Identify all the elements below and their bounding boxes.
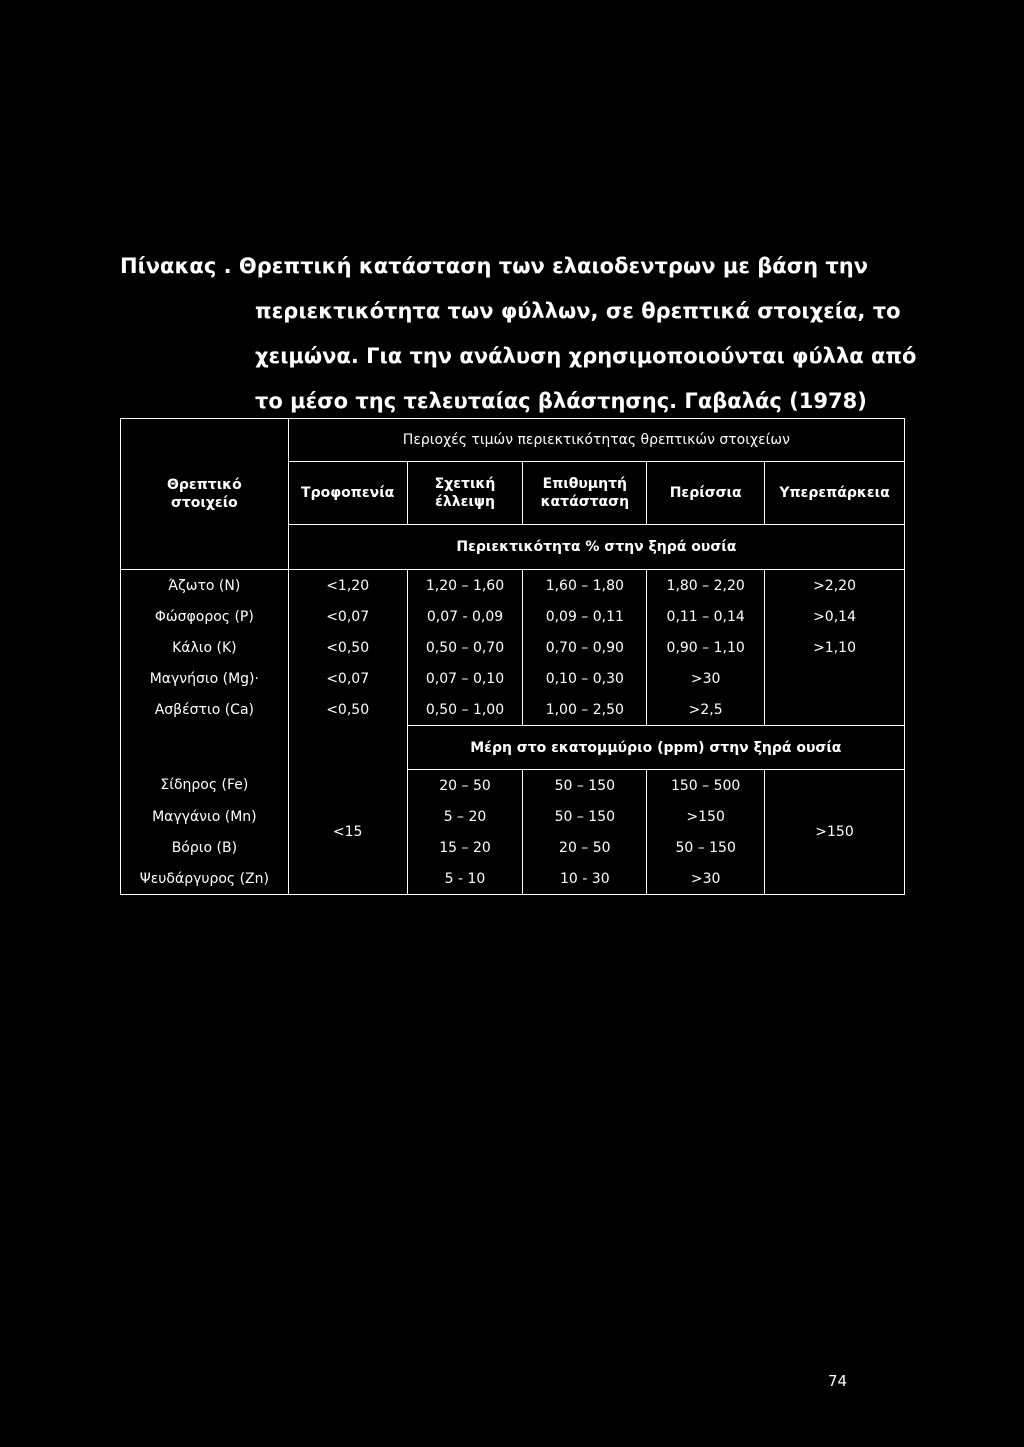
value-cell: >1,10	[765, 632, 905, 663]
value-cell: 20 – 50	[523, 832, 647, 863]
value-cell: >2,5	[647, 694, 765, 726]
value-cell: >2,20	[765, 570, 905, 602]
column-header-relative-shortage-l1: Σχετική	[434, 476, 496, 492]
element-name: Ψευδάργυρος (Zn)	[121, 863, 289, 895]
spacer-cell	[288, 726, 407, 770]
value-cell: 0,07 - 0,09	[407, 601, 523, 632]
table-row	[121, 570, 905, 602]
value-cell: 1,80 – 2,20	[647, 570, 765, 602]
value-cell: 0,50 – 1,00	[407, 694, 523, 726]
value-cell: <0,07	[288, 601, 407, 632]
value-cell: >150	[647, 801, 765, 832]
caption-line-3: χειμώνα. Για την ανάλυση χρησιμοποιούνται φύλλα από	[255, 344, 917, 368]
value-cell: <0,50	[288, 694, 407, 726]
column-header-surplus	[647, 462, 765, 525]
value-cell: 50 – 150	[647, 832, 765, 863]
micro-deficiency-cell: <15	[288, 770, 407, 895]
nutrient-status-table	[120, 418, 905, 895]
value-cell: <0,07	[288, 663, 407, 694]
value-cell: 0,70 – 0,90	[523, 632, 647, 663]
micro-excess-cell: >150	[765, 770, 905, 895]
value-cell: <0,50	[288, 632, 407, 663]
element-name: Κάλιο (Κ)	[121, 632, 289, 663]
value-cell: 0,10 – 0,30	[523, 663, 647, 694]
value-cell: 5 - 10	[407, 863, 523, 895]
caption-line-1: Πίνακας . Θρεπτική κατάσταση των ελαιοδεντρων με βάση την	[120, 254, 869, 278]
element-name: Μαγγάνιο (Mn)	[121, 801, 289, 832]
caption-line-4: το μέσο της τελευταίας βλάστησης. Γαβαλάς (1978)	[255, 389, 867, 413]
value-cell: 0,07 – 0,10	[407, 663, 523, 694]
column-header-desired-l2: κατάσταση	[540, 494, 630, 510]
value-cell: 50 – 150	[523, 770, 647, 802]
value-cell: >0,14	[765, 601, 905, 632]
unit-percent-header: Περιεκτικότητα % στην ξηρά ουσία	[288, 525, 904, 570]
column-header-oversufficiency	[765, 462, 905, 525]
element-name: Μαγνήσιο (Mg)·	[121, 663, 289, 694]
value-cell: 150 – 500	[647, 770, 765, 802]
table-row	[121, 632, 905, 663]
column-header-desired	[523, 462, 647, 525]
column-header-desired-l1: Επιθυμητή	[542, 476, 627, 492]
value-cell: <1,20	[288, 570, 407, 602]
caption-line-2: περιεκτικότητα των φύλλων, σε θρεπτικά στοιχεία, το	[255, 299, 901, 323]
value-cell: >30	[647, 663, 765, 694]
page-number: 74	[828, 1372, 848, 1390]
element-name: Σίδηρος (Fe)	[121, 770, 289, 802]
value-cell: 10 - 30	[523, 863, 647, 895]
element-header-line-1: Θρεπτικό	[166, 477, 242, 493]
element-name: Άζωτο (Ν)	[121, 570, 289, 602]
column-header-oversufficiency-l1: Υπερεπάρκεια	[779, 485, 890, 501]
column-header-relative-shortage-l2: έλλειψη	[435, 494, 495, 510]
element-header	[121, 419, 289, 570]
value-cell: 0,50 – 0,70	[407, 632, 523, 663]
column-header-surplus-l1: Περίσσια	[669, 485, 742, 501]
element-name: Βόριο (Β)	[121, 832, 289, 863]
column-header-relative-shortage	[407, 462, 523, 525]
value-cell: 0,11 – 0,14	[647, 601, 765, 632]
unit-ppm-header: Μέρη στο εκατομμύριο (ppm) στην ξηρά ουσία	[407, 726, 904, 770]
value-cell: 0,09 – 0,11	[523, 601, 647, 632]
table-caption	[120, 244, 917, 424]
value-cell	[765, 663, 905, 694]
column-header-deficiency	[288, 462, 407, 525]
value-cell: 1,00 – 2,50	[523, 694, 647, 726]
range-header: Περιοχές τιμών περιεκτικότητας θρεπτικών στοιχείων	[288, 419, 904, 462]
value-cell: 50 – 150	[523, 801, 647, 832]
table-row	[121, 601, 905, 632]
value-cell	[765, 694, 905, 726]
value-cell: 1,20 – 1,60	[407, 570, 523, 602]
element-name: Ασβέστιο (Ca)	[121, 694, 289, 726]
column-header-deficiency-l1: Τροφοπενία	[301, 485, 395, 501]
table-row	[121, 663, 905, 694]
value-cell: 20 – 50	[407, 770, 523, 802]
element-name: Φώσφορος (Ρ)	[121, 601, 289, 632]
table-row	[121, 770, 905, 802]
element-header-line-2: στοιχείο	[170, 495, 238, 511]
value-cell: >30	[647, 863, 765, 895]
table-row	[121, 694, 905, 726]
value-cell: 1,60 – 1,80	[523, 570, 647, 602]
value-cell: 15 – 20	[407, 832, 523, 863]
value-cell: 5 – 20	[407, 801, 523, 832]
spacer-cell	[121, 726, 289, 770]
value-cell: 0,90 – 1,10	[647, 632, 765, 663]
